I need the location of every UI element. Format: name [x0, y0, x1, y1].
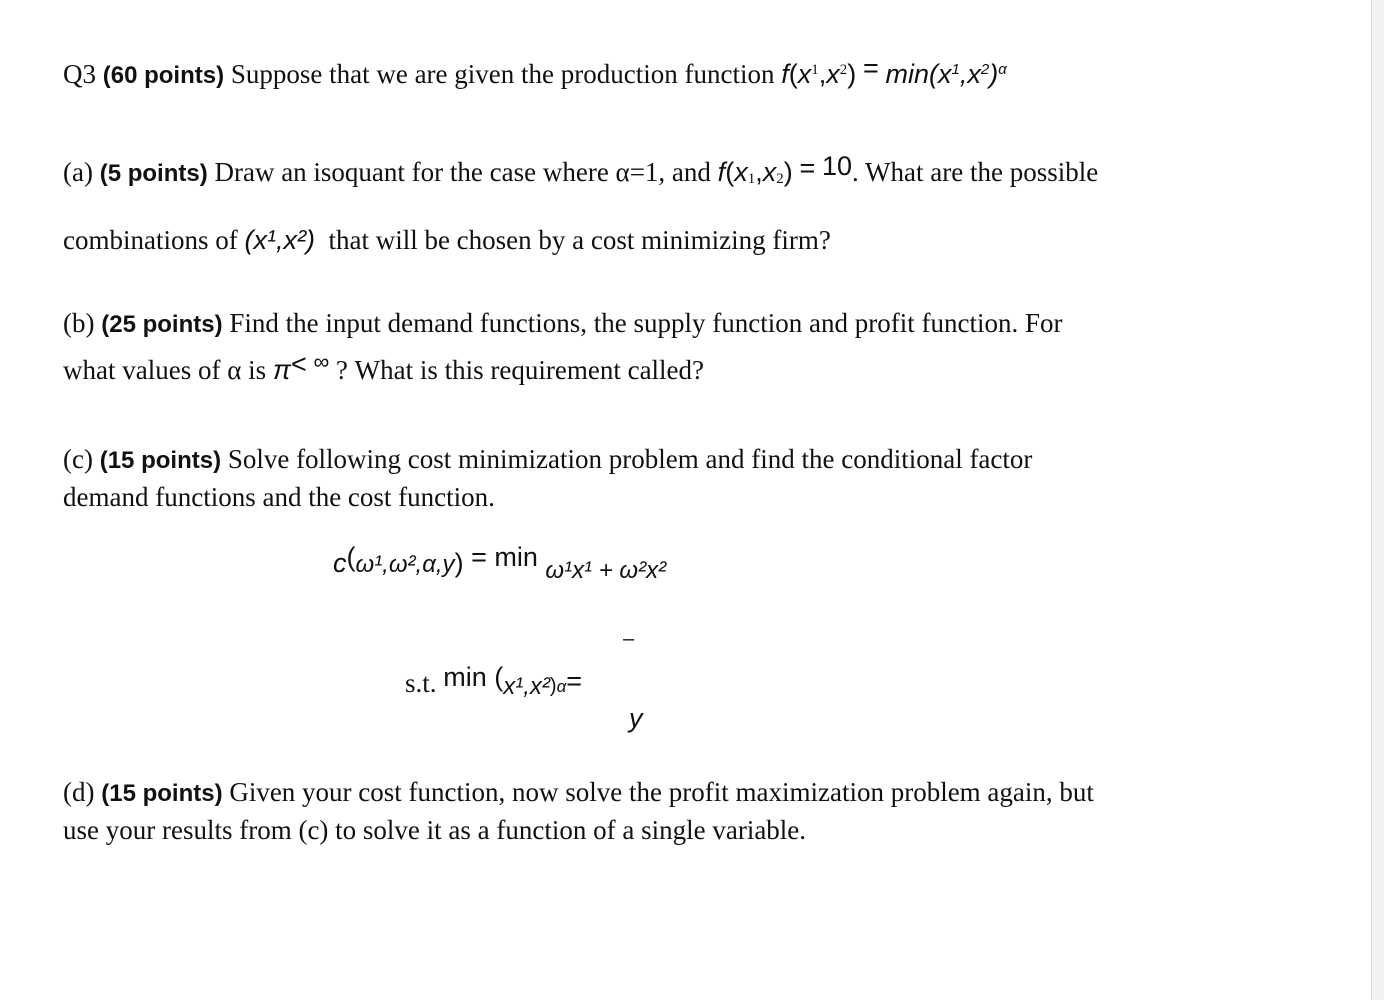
- part-a-value: 10: [821, 151, 853, 181]
- part-a-label: (a): [63, 157, 93, 187]
- part-a-text-1: Draw an isoquant for the case where α=1, and: [214, 157, 711, 187]
- cost-function-min: = min: [471, 542, 538, 572]
- part-a-points: (5 points): [99, 160, 208, 187]
- part-a-line-2-start: combinations of: [63, 225, 238, 255]
- part-b-infinity: ∞: [313, 349, 330, 374]
- part-c-line-1: [63, 443, 1032, 477]
- q3-points: (60 points): [102, 62, 225, 89]
- constraint-y-bar: –: [623, 628, 635, 650]
- part-c-label: (c): [63, 444, 93, 474]
- constraint-line: s.t. $\min (x^1,x^2_{)\alpha}=$: [405, 662, 583, 700]
- part-c-line-2: [63, 481, 495, 513]
- cost-function-rhs: ω¹x¹ + ω²x²: [545, 557, 667, 584]
- part-a-line-1: (a) (5 points) Draw an isoquant for the case where α=1, and f(x1,x2) = 10. What are the possible: [63, 151, 1099, 187]
- part-d-line-1: [63, 776, 1094, 810]
- q3-label: Q3: [63, 59, 96, 89]
- part-c-text-1: Solve following cost minimization problem and find the conditional factor: [227, 444, 1033, 474]
- q3-rhs: $\min(x^1,x^2)^\alpha$: [885, 59, 1007, 89]
- part-a-line-2: [63, 224, 831, 256]
- part-c-points: (15 points): [99, 447, 222, 474]
- q3-equals: =: [863, 53, 879, 83]
- part-d-text-1: Given your cost function, now solve the profit maximization problem again, but: [229, 777, 1094, 807]
- cost-function-equation: c(ω¹,ω²,α,y) = min ω¹x¹ + ω²x²: [333, 542, 667, 584]
- constraint-args: x¹,x²: [503, 673, 550, 700]
- part-b-lt: <: [290, 349, 307, 379]
- part-b-pi: π: [272, 355, 291, 385]
- constraint-y: y: [629, 703, 643, 733]
- vertical-scrollbar[interactable]: [1371, 0, 1384, 1000]
- part-a-tuple: (x¹,x²): [244, 225, 315, 255]
- part-d-text-2: use your results from (c) to solve it as a function of a single variable.: [63, 815, 807, 845]
- q3-text: Suppose that we are given the production function: [230, 59, 775, 89]
- part-b-line-2-start: what values of α is: [63, 355, 267, 385]
- cost-function-args: ω¹,ω²,α,y: [355, 551, 455, 578]
- part-c-text-2: demand functions and the cost function.: [63, 482, 495, 512]
- constraint-min: min (: [443, 662, 504, 692]
- part-b-line-2: [63, 349, 705, 388]
- part-b-label: (b): [63, 308, 95, 338]
- constraint-st: s.t.: [405, 668, 437, 698]
- q3-function-f: f: [781, 59, 789, 89]
- part-b-text-1: Find the input demand functions, the supply function and profit function. For: [229, 308, 1063, 338]
- part-a-function-f: f: [717, 157, 726, 187]
- q3-line: Q3 (60 points) Suppose that we are given the production function $f(x^1,x^2) = \min(x^1,x^2)^\alpha$: [63, 53, 1007, 89]
- part-d-line-2: [63, 814, 806, 846]
- part-b-points: (25 points): [101, 311, 223, 338]
- part-d-points: (15 points): [101, 780, 223, 807]
- part-b-line-1: [63, 307, 1062, 341]
- part-a-text-2: . What are the possible: [852, 157, 1099, 187]
- part-a-line-2-end: that will be chosen by a cost minimizing firm?: [328, 225, 831, 255]
- part-d-label: (d): [63, 777, 95, 807]
- part-b-line-2-end: ? What is this requirement called?: [335, 355, 705, 385]
